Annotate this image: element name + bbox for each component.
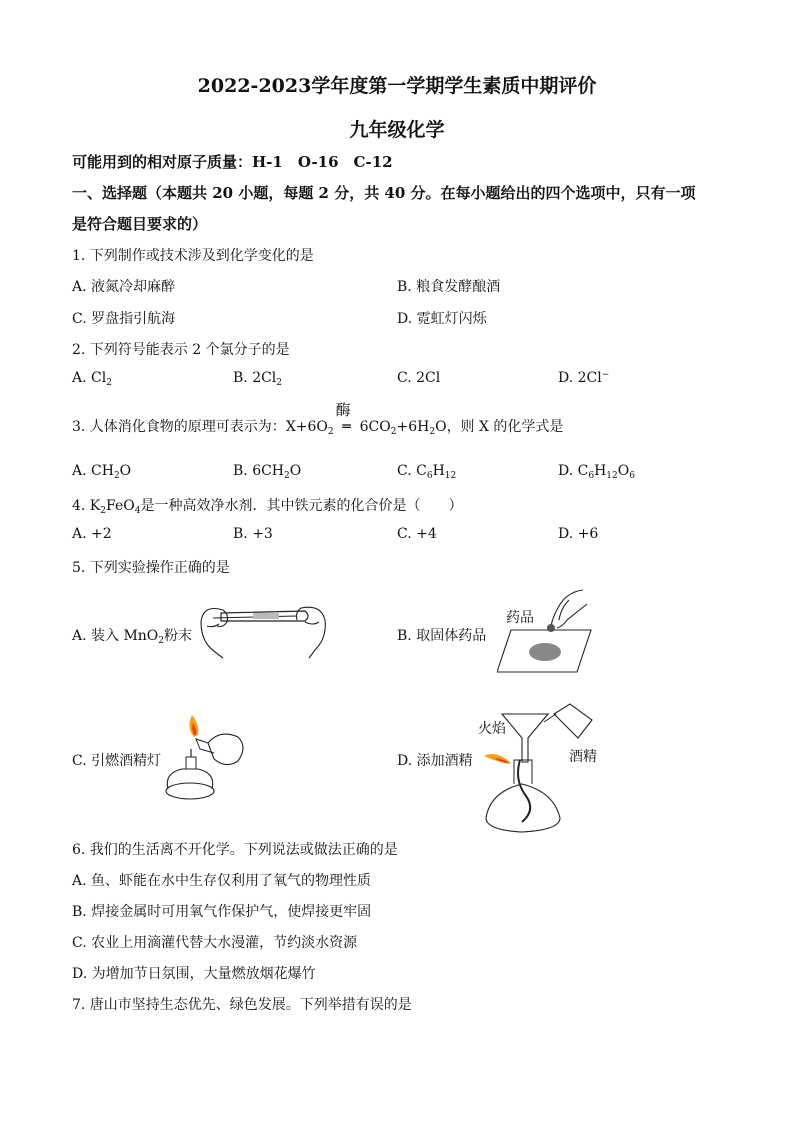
reagent-label: 药品 <box>506 610 534 626</box>
q3-option-c: C. $C_6H_{12}$ <box>397 463 457 481</box>
q7-stem: 7. 唐山市坚持生态优先、绿色发展。下列举措有误的是 <box>72 997 412 1013</box>
section1-line2: 是符合题目要求的） <box>72 215 208 233</box>
q5-option-b: B. 取固体药品 <box>397 628 487 644</box>
alcohol-lamp-lighting-figure <box>160 713 250 805</box>
q3-equation-left: X+6O <box>285 419 328 435</box>
q2-stem: 2. 下列符号能表示 2 个氯分子的是 <box>72 342 290 358</box>
q3-option-b: B. $6CH_2O$ <box>233 463 302 481</box>
q4-option-d: D. +6 <box>558 526 599 542</box>
q6-stem: 6. 我们的生活离不开化学。下列说法或做法正确的是 <box>72 842 398 858</box>
q1-option-d: D. 霓虹灯闪烁 <box>397 311 487 327</box>
q1-option-a: A. 液氮冷却麻醉 <box>72 279 176 295</box>
q1-option-c: C. 罗盘指引航海 <box>72 311 176 327</box>
q6-option-c: C. 农业上用滴灌代替大水漫灌，节约淡水资源 <box>72 935 358 951</box>
q3-catalyst: 酶 <box>335 401 351 419</box>
q1-stem: 1. 下列制作或技术涉及到化学变化的是 <box>72 248 314 264</box>
test-tube-figure <box>193 598 333 662</box>
q2-option-c: C. 2Cl <box>397 370 441 386</box>
q3-option-a: A. $CH_2O$ <box>72 463 132 481</box>
q6-option-d: D. 为增加节日氛围，大量燃放烟花爆竹 <box>72 966 316 982</box>
q5-option-a: A. 装入 MnO$_2$粉末 <box>72 628 193 646</box>
q6-option-b: B. 焊接金属时可用氧气作保护气，使焊接更牢固 <box>72 904 372 920</box>
q6-option-a: A. 鱼、虾能在水中生存仅利用了氧气的物理性质 <box>72 873 372 889</box>
q4-option-c: C. +4 <box>397 526 437 542</box>
adding-alcohol-figure <box>474 700 604 836</box>
q5-option-d: D. 添加酒精 <box>397 753 473 769</box>
q2-option-d: D. 2Cl− <box>558 370 610 386</box>
q4-stem: 4. $K_2FeO_4$是一种高效净水剂．其中铁元素的化合价是（ ） <box>72 498 463 516</box>
q1-option-b: B. 粮食发酵酿酒 <box>397 279 501 295</box>
q3-option-d: D. $C_6H_{12}O_6$ <box>558 463 635 481</box>
solid-reagent-figure <box>497 586 597 676</box>
q5-option-c: C. 引燃酒精灯 <box>72 753 162 769</box>
q4-option-a: A. +2 <box>72 526 112 542</box>
q5-stem: 5. 下列实验操作正确的是 <box>72 560 230 576</box>
atomic-mass-line: 可能用到的相对原子质量：H-1 O-16 C-12 <box>72 153 393 171</box>
alcohol-label: 酒精 <box>569 749 597 765</box>
q3-reaction-arrow: 酶 ═ <box>335 401 351 435</box>
flame-label: 火焰 <box>478 721 506 737</box>
q3-stem: 3. 人体消化食物的原理可表示为：$X+6O_2$ 酶 ═ $6CO_2+6H_2O$，则 X 的化学式是 <box>72 401 564 437</box>
section1-line1: 一、选择题（本题共 20 小题，每题 2 分，共 40 分。在每小题给出的四个选项中，只有一项 <box>72 184 696 202</box>
exam-title: 2022-2023学年度第一学期学生素质中期评价 <box>197 75 597 97</box>
exam-subtitle: 九年级化学 <box>349 119 445 141</box>
q2-option-b: B. $2Cl_2$ <box>233 370 283 388</box>
q4-option-b: B. +3 <box>233 526 273 542</box>
q2-option-a: A. $Cl_2$ <box>72 370 112 388</box>
